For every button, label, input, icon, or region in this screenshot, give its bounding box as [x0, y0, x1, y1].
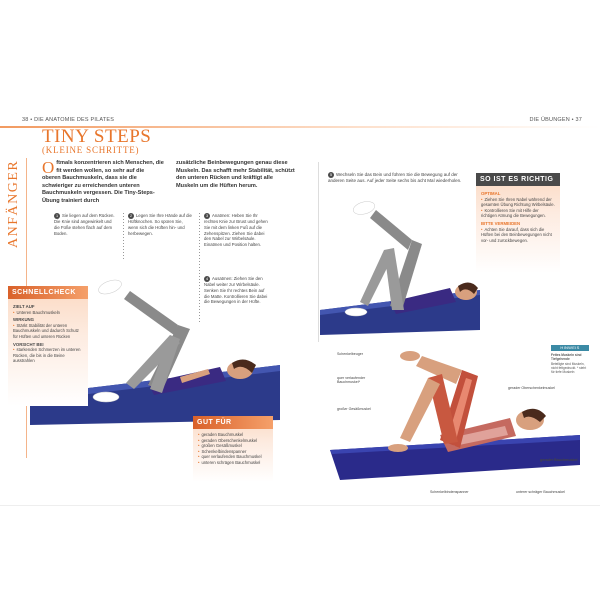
schnellcheck-title: SCHNELLCHECK [8, 286, 88, 299]
richtig-title: SO IST ES RICHTIG [476, 173, 560, 186]
intro-column-1 [42, 160, 164, 206]
annotation-label: Schenkelbindenspanner [430, 490, 469, 494]
step-1 [54, 213, 118, 236]
exercise-title: TINY STEPS [42, 126, 152, 147]
drop-cap: O [42, 158, 55, 177]
box-item: • Stärkt Stabilität der unteren Bauchmuskeln und dadurch Schutz für Hüften und unteren Rücken [13, 323, 83, 340]
step-3 [204, 213, 270, 248]
step-2 [128, 213, 194, 236]
exercise-subtitle: (KLEINE SCHRITTE) [42, 145, 140, 155]
running-header-left: 38 • DIE ANATOMIE DES PILATES [22, 117, 115, 123]
box-item: • unteren schrägen Bauchmuskel [198, 460, 268, 466]
step-text: Wechseln Sie das Bein und führen Sie die Bewegung auf der anderen Seite aus. Auf jeder Seite sechs bis acht Mal wiederholen. [328, 172, 462, 183]
box-label: VORSICHT BEI [13, 341, 44, 347]
box-item: • Ziehen Sie Ihren Nabel während der gesamten Übung Richtung Wirbelsäule. [481, 197, 555, 208]
anatomy-illustration [330, 340, 580, 490]
step-text: Ausatmen: Ziehen Sie den Nabel weiter zur Wirbelsäule. Senken Sie Ihr rechtes Bein auf die Matte. Kontrollieren Sie dabei die Bewegungen in der Hüfte. [204, 276, 268, 305]
hinweis-box [551, 345, 589, 374]
box-item: • Kontrollieren Sie mit Hilfe der richtigen Atmung die Bewegungen. [481, 208, 555, 219]
intro-text-1: ftmals konzentrieren sich Menschen, die fit werden wollen, so sehr auf die oberen Bauchmuskeln, dass sie die schwieriger zu erreichenden unteren Bauchmuskeln vergessen. Die Tiny-Steps-Übung trainiert durch [42, 160, 164, 204]
box-item: • quer verlaufenden Bauchmuskel [198, 454, 268, 460]
box-label: OPTIMAL [481, 191, 501, 196]
step-divider [123, 213, 124, 259]
step-number: 3 [205, 214, 209, 218]
step-5 [328, 172, 468, 184]
exercise-photo-step-5 [320, 190, 480, 335]
annotation-label: unterer schräger Bauchmuskel [516, 490, 565, 494]
box-label: BITTE VERMEIDEN [481, 220, 521, 226]
hinweis-line: Beteiligte sind Muskeln, nicht fettgedruckt. * steht für tiefe Muskeln [551, 361, 587, 375]
column-rule [318, 162, 319, 342]
box-label: WIRKUNG [13, 317, 35, 323]
box-item: • Schenkelbindenspanner [198, 449, 268, 455]
annotation-label: großer Gesäßmuskel [337, 407, 371, 411]
footer-rule [0, 505, 600, 506]
box-item: • starkenden Schmerzen im unteren Rücken, die bis in die Beine ausstrahlen [13, 347, 83, 364]
schnellcheck-box [8, 286, 88, 406]
level-label: ANFÄNGER [6, 159, 21, 248]
annotation-label: gerader Oberschenkelmuskel [508, 386, 555, 390]
box-item: • Unteren Bauchmuskeln [13, 310, 83, 316]
hinweis-line: Fettes Muskeln sind Tiefgehende [551, 353, 582, 362]
annotation-label: Schenkelbeuger [337, 352, 363, 356]
annotation-label: quer verlaufender Bauchmuskel* [337, 376, 366, 385]
step-text: Sie liegen auf dem Rücken. Die Knie sind angewinkelt und die Füße stehen flach auf dem Boden. [54, 213, 115, 236]
running-header-right: DIE ÜBUNGEN • 37 [529, 117, 582, 123]
so-ist-es-richtig-box [476, 173, 560, 273]
box-label: ZIELT AUF [13, 304, 35, 309]
step-number: 2 [129, 214, 133, 218]
step-number: 5 [329, 173, 333, 177]
step-number: 4 [205, 277, 209, 281]
hinweis-title: HINWEIS [551, 345, 589, 351]
intro-column-2: zusätzliche Beinbewegungen genau diese Muskeln. Das schafft mehr Stabilität, schützt den unteren Rücken und kräftigt alle Muskeln um die Hüften herum. [176, 160, 295, 189]
step-text: Legen Sie Ihre Hände auf die Hüftknochen. So spüren Sie, wenn sich die Hüften hin- und herbewegen. [128, 213, 192, 236]
box-item: • geraden Bauchmuskel [198, 432, 268, 438]
gut-fuer-title: GUT FÜR [193, 416, 273, 429]
box-item: • geraden Oberschenkelmuskel [198, 438, 268, 444]
box-item: • Achten Sie darauf, dass sich die Hüften bei den Beinbewegungen nicht vor- und zurückbewegen. [481, 227, 555, 244]
box-item: • großen Gesäßmuskel [198, 443, 268, 449]
annotation-label: gerader Bauchmuskel [540, 458, 578, 462]
step-text: Anatmen: Heben Sie Ihr rechtes Knie zur Brust und gehen Sie mit dem linken Fuß auf die Zehenspitzen. Ziehen Sie dabei den Nabel zur Wirbelsäule. Einatmen und Position halten. [204, 213, 268, 248]
gut-fuer-box [193, 416, 273, 482]
step-number: 1 [55, 214, 59, 218]
